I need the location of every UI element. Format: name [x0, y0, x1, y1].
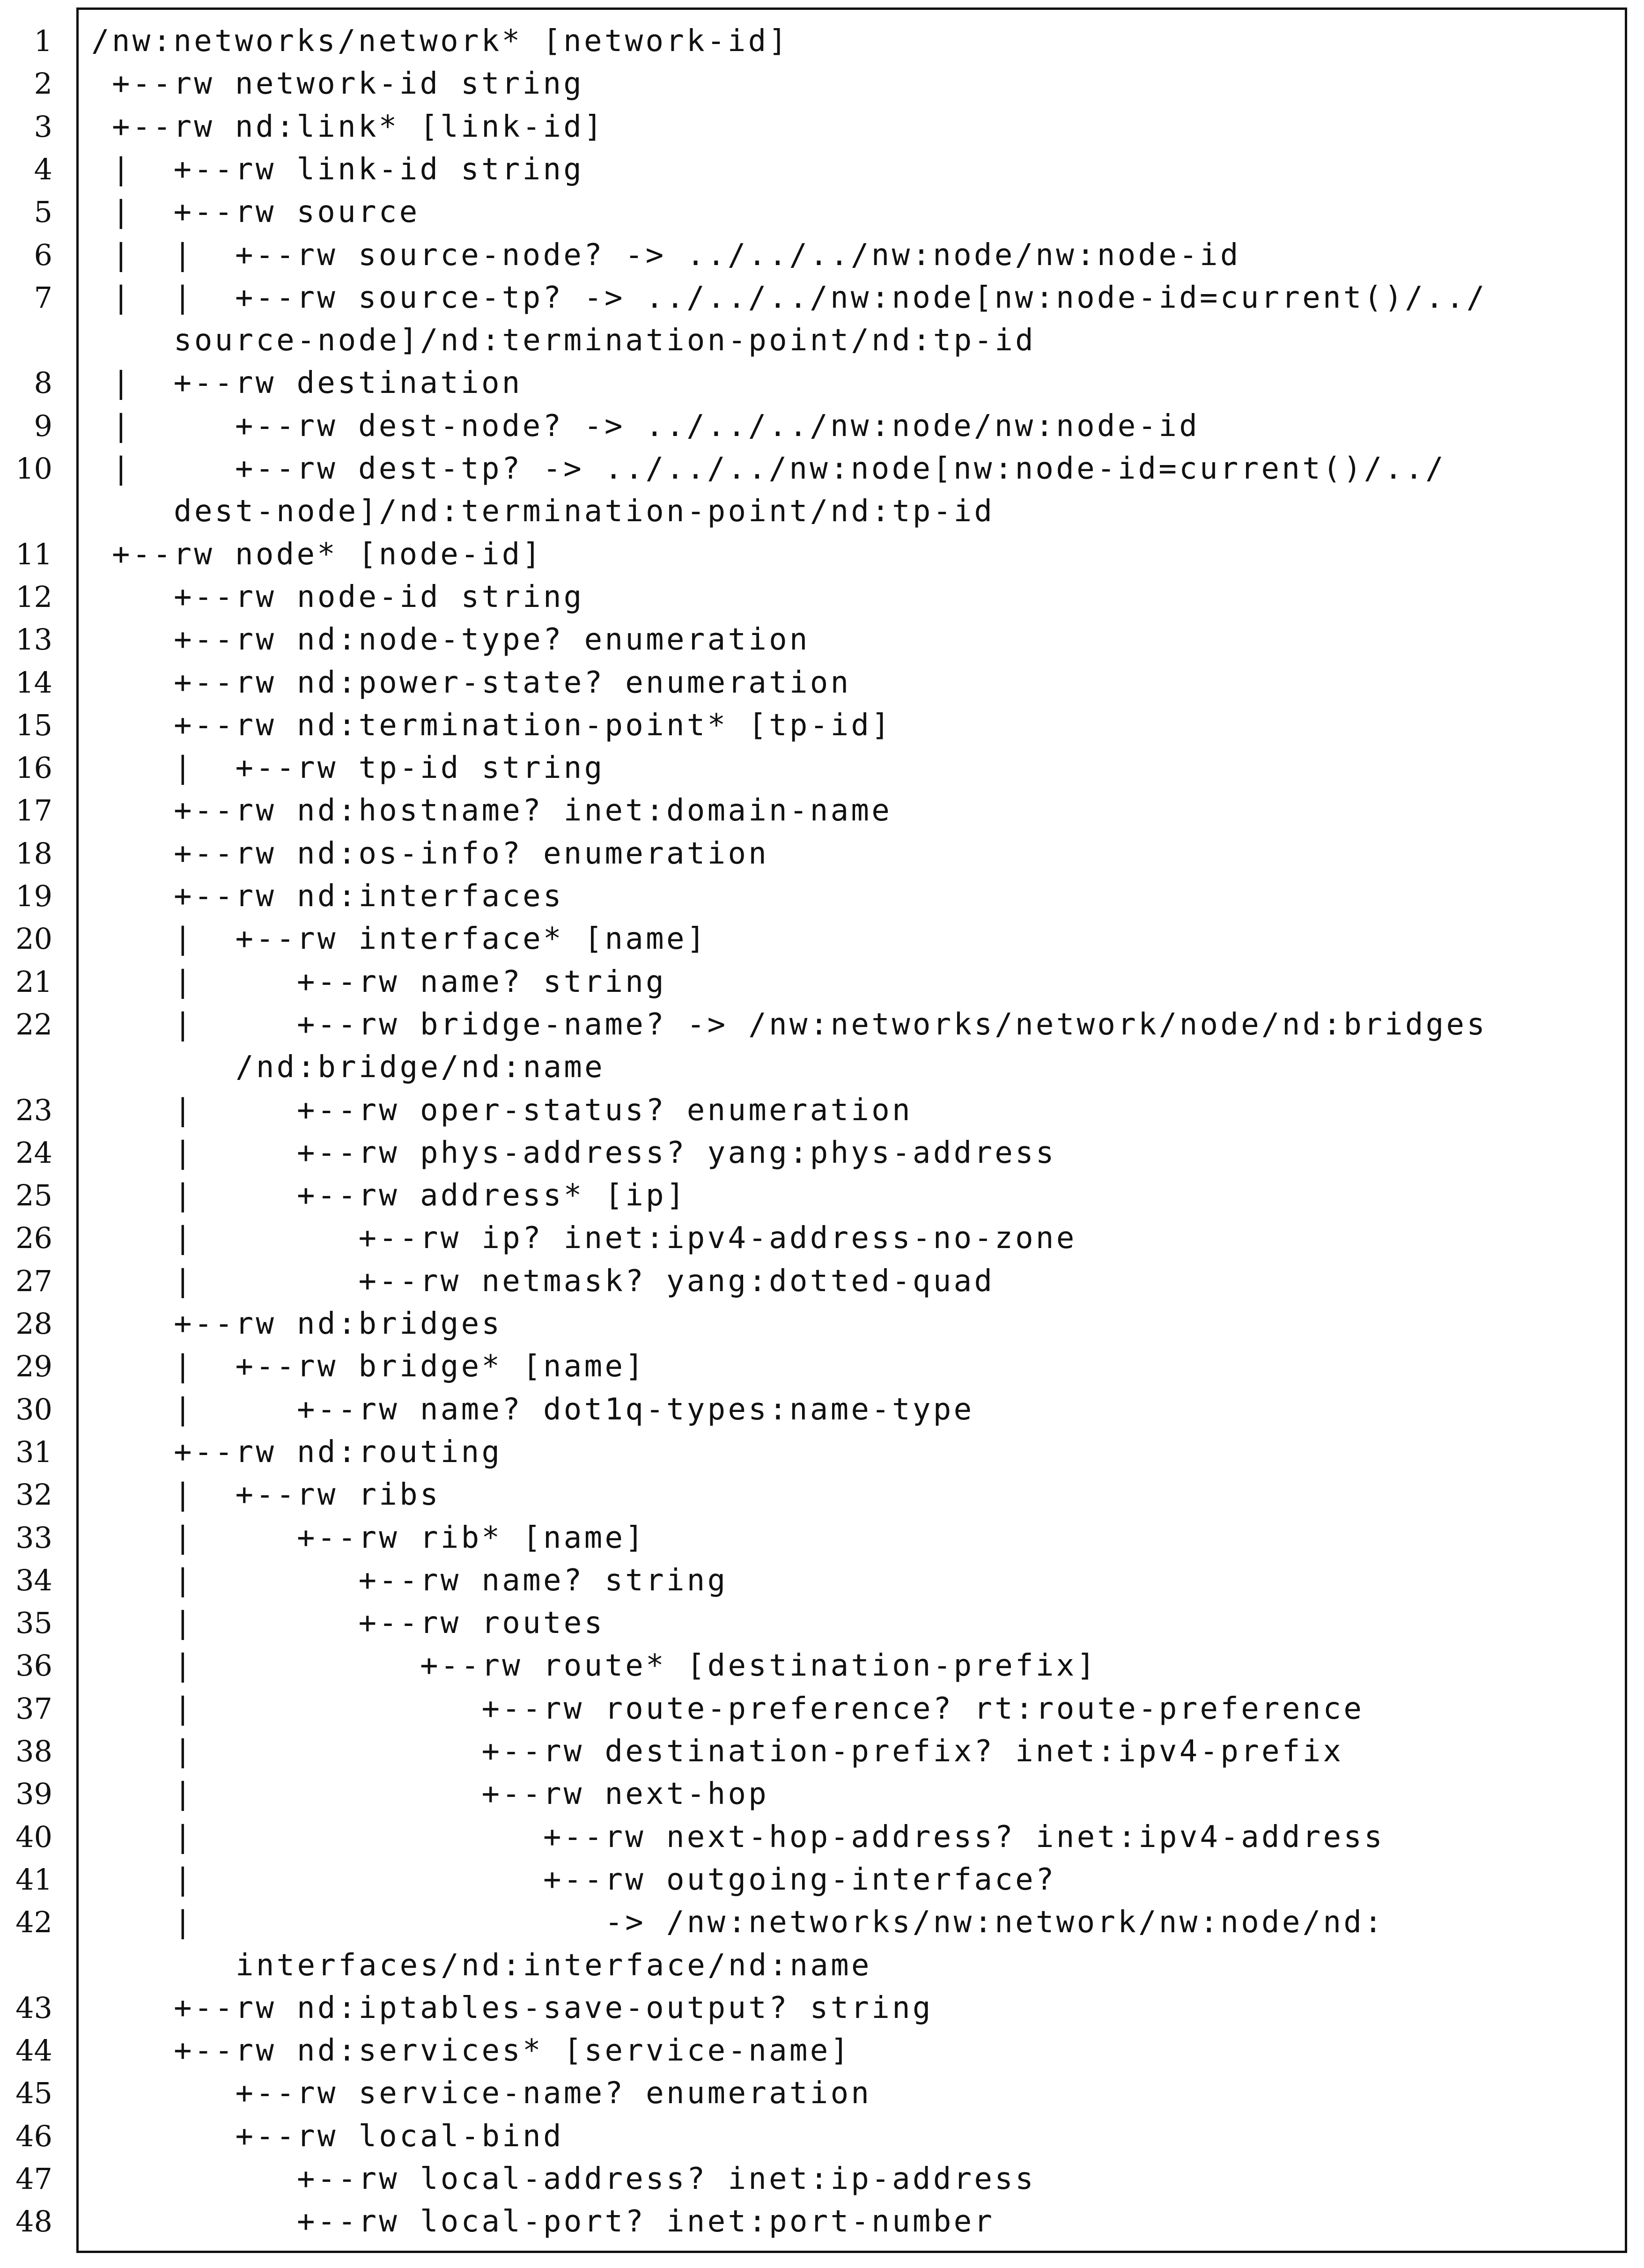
- code-line: | +--rw ribs: [174, 1478, 441, 1513]
- line-number: 5: [34, 195, 52, 229]
- code-line: +--rw local-address? inet:ip-address: [174, 2162, 1036, 2196]
- line-number: 48: [15, 2204, 52, 2239]
- code-line: +--rw network-id string: [112, 66, 584, 102]
- code-line: | +--rw ip? inet:ipv4-address-no-zone: [174, 1221, 1077, 1256]
- code-line: +--rw nd:interfaces: [174, 879, 564, 914]
- line-number: 47: [15, 2162, 52, 2196]
- line-number: 18: [15, 836, 52, 871]
- line-number: 10: [15, 451, 52, 486]
- line-number: 11: [15, 537, 52, 571]
- line-number: 29: [15, 1349, 52, 1384]
- code-line: | +--rw bridge* [name]: [174, 1349, 646, 1384]
- code-line: | +--rw outgoing-interface?: [174, 1862, 1056, 1897]
- code-line: +--rw node-id string: [174, 579, 584, 614]
- line-number: 17: [15, 793, 52, 828]
- code-line: | +--rw dest-node? -> ../../../nw:node/nw:node-id: [112, 408, 1200, 443]
- code-line: | | +--rw source-tp? -> ../../../nw:node[nw:node-id=current()/../: [112, 280, 1487, 315]
- line-number: 15: [15, 708, 52, 742]
- line-number: 31: [15, 1434, 52, 1469]
- code-line: +--rw nd:termination-point* [tp-id]: [174, 708, 892, 743]
- code-line: | +--rw phys-address? yang:phys-address: [174, 1135, 1056, 1170]
- line-number: 21: [15, 964, 52, 999]
- line-number: 3: [34, 109, 52, 144]
- code-line-continuation: interfaces/nd:interface/nd:name: [236, 1948, 872, 1983]
- line-number: 8: [34, 366, 52, 400]
- code-line: | +--rw next-hop-address? inet:ipv4-address: [174, 1819, 1385, 1854]
- line-number: 30: [15, 1392, 52, 1426]
- line-number: 44: [15, 2033, 52, 2068]
- line-number: 32: [15, 1478, 52, 1512]
- code-line: | +--rw routes: [174, 1606, 605, 1641]
- code-line: | +--rw rib* [name]: [174, 1520, 646, 1555]
- line-number: 24: [15, 1135, 52, 1170]
- line-number: 40: [15, 1819, 52, 1854]
- code-line: | +--rw next-hop: [174, 1777, 769, 1812]
- line-number: 26: [15, 1221, 52, 1256]
- code-line: | +--rw route* [destination-prefix]: [174, 1648, 1098, 1684]
- line-number: 9: [34, 408, 52, 443]
- code-line: | +--rw oper-status? enumeration: [174, 1093, 913, 1128]
- code-line: | +--rw destination: [112, 366, 523, 401]
- code-line: | -> /nw:networks/nw:network/nw:node/nd:: [174, 1905, 1385, 1940]
- code-line: | +--rw destination-prefix? inet:ipv4-prefix: [174, 1734, 1344, 1769]
- code-line: | +--rw tp-id string: [174, 751, 605, 786]
- code-line: | +--rw address* [ip]: [174, 1178, 687, 1213]
- code-line: +--rw nd:node-type? enumeration: [174, 622, 810, 657]
- line-number: 4: [34, 152, 52, 186]
- line-number: 39: [15, 1777, 52, 1811]
- line-number: 16: [15, 751, 52, 785]
- line-number: 38: [15, 1734, 52, 1768]
- code-line: +--rw service-name? enumeration: [174, 2076, 872, 2111]
- line-number: 23: [15, 1093, 52, 1127]
- line-number: 36: [15, 1648, 52, 1683]
- line-number: 20: [15, 922, 52, 956]
- line-number: 46: [15, 2119, 52, 2153]
- line-number: 13: [15, 622, 52, 657]
- code-line: | | +--rw source-node? -> ../../../nw:node/nw:node-id: [112, 237, 1241, 273]
- code-line: +--rw nd:os-info? enumeration: [174, 836, 769, 871]
- line-number: 1: [34, 24, 52, 58]
- code-line: +--rw local-port? inet:port-number: [174, 2204, 995, 2239]
- code-line: /nw:networks/network* [network-id]: [91, 24, 789, 59]
- code-line: | +--rw name? string: [174, 1563, 728, 1598]
- code-line: | +--rw bridge-name? -> /nw:networks/network/node/nd:bridges: [174, 1007, 1488, 1042]
- code-line: | +--rw name? string: [174, 964, 666, 999]
- code-line: | +--rw netmask? yang:dotted-quad: [174, 1263, 995, 1299]
- code-line-continuation: /nd:bridge/nd:name: [236, 1050, 605, 1085]
- line-number: 41: [15, 1862, 52, 1897]
- line-number: 22: [15, 1007, 52, 1042]
- line-number: 7: [34, 280, 52, 315]
- code-line: +--rw nd:services* [service-name]: [174, 2033, 851, 2069]
- code-line: +--rw nd:link* [link-id]: [112, 109, 605, 144]
- line-number: 2: [34, 66, 52, 101]
- code-line: | +--rw source: [112, 195, 420, 230]
- code-line: +--rw nd:bridges: [174, 1307, 502, 1341]
- code-line: +--rw nd:power-state? enumeration: [174, 665, 851, 700]
- code-line: +--rw nd:iptables-save-output? string: [174, 1990, 933, 2025]
- code-line: | +--rw interface* [name]: [174, 922, 708, 957]
- line-number: 27: [15, 1263, 52, 1298]
- code-line-continuation: dest-node]/nd:termination-point/nd:tp-id: [174, 494, 995, 529]
- line-number: 12: [15, 579, 52, 614]
- code-line: | +--rw route-preference? rt:route-preference: [174, 1691, 1364, 1726]
- line-number: 43: [15, 1990, 52, 2025]
- code-line: | +--rw link-id string: [112, 152, 584, 187]
- line-number: 42: [15, 1905, 52, 1940]
- code-line-continuation: source-node]/nd:termination-point/nd:tp-id: [174, 323, 1036, 358]
- code-line: +--rw nd:hostname? inet:domain-name: [174, 793, 892, 828]
- line-number: 14: [15, 665, 52, 700]
- code-line: +--rw nd:routing: [174, 1434, 502, 1470]
- line-number: 37: [15, 1691, 52, 1726]
- line-number: 45: [15, 2076, 52, 2111]
- line-number: 19: [15, 879, 52, 913]
- line-number: 35: [15, 1606, 52, 1640]
- code-line: +--rw node* [node-id]: [112, 537, 543, 572]
- line-number: 25: [15, 1178, 52, 1213]
- code-line: | +--rw dest-tp? -> ../../../nw:node[nw:node-id=current()/../: [112, 451, 1446, 486]
- line-number: 34: [15, 1563, 52, 1597]
- line-number: 28: [15, 1307, 52, 1341]
- line-number: 6: [34, 237, 52, 272]
- code-line: | +--rw name? dot1q-types:name-type: [174, 1392, 974, 1427]
- line-number: 33: [15, 1520, 52, 1555]
- code-line: +--rw local-bind: [174, 2119, 564, 2154]
